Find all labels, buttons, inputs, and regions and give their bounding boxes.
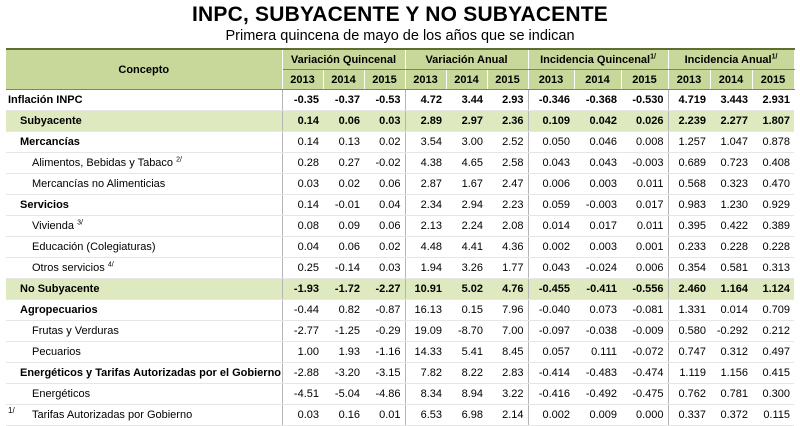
row-value: 0.014 <box>528 216 574 237</box>
row-value: 0.002 <box>528 237 574 258</box>
row-value: 0.422 <box>710 216 752 237</box>
row-value: 2.460 <box>668 279 710 300</box>
row-value: 0.28 <box>282 153 323 174</box>
row-value: 5.02 <box>446 279 487 300</box>
row-value: 2.47 <box>487 174 528 195</box>
row-value: 1.93 <box>323 342 364 363</box>
row-value: 2.94 <box>446 195 487 216</box>
row-value: 0.709 <box>752 300 794 321</box>
row-value: 0.011 <box>621 174 668 195</box>
header-year: 2014 <box>710 70 752 90</box>
header-year: 2013 <box>668 70 710 90</box>
row-value: 0.014 <box>710 300 752 321</box>
row-value: 0.14 <box>282 132 323 153</box>
row-value: -0.14 <box>323 258 364 279</box>
row-value: -0.01 <box>323 195 364 216</box>
header-group-incidencia-quincenal: Incidencia Quincenal$^{1/}$ <box>528 49 668 70</box>
row-value: -1.25 <box>323 321 364 342</box>
row-value: -1.72 <box>323 279 364 300</box>
row-value: 0.06 <box>364 216 405 237</box>
row-value: -0.44 <box>282 300 323 321</box>
table-row <box>6 195 794 216</box>
row-label: Educación (Colegiaturas) <box>6 237 282 258</box>
row-value: 0.16 <box>323 405 364 426</box>
row-value: -0.492 <box>574 384 621 405</box>
row-label: Agropecuarios <box>6 300 282 321</box>
row-value: -2.27 <box>364 279 405 300</box>
row-value: 2.23 <box>487 195 528 216</box>
row-value: 0.228 <box>710 237 752 258</box>
row-label: Mercancías <box>6 132 282 153</box>
row-value: 16.13 <box>405 300 446 321</box>
header-year: 2014 <box>323 70 364 90</box>
row-label: Pecuarios <box>6 342 282 363</box>
row-value: 4.72 <box>405 90 446 111</box>
row-value: -8.70 <box>446 321 487 342</box>
row-value: 1.230 <box>710 195 752 216</box>
table-row <box>6 153 794 174</box>
table-row <box>6 237 794 258</box>
row-value: 4.48 <box>405 237 446 258</box>
row-value: -0.072 <box>621 342 668 363</box>
row-value: -2.88 <box>282 363 323 384</box>
row-value: 0.82 <box>323 300 364 321</box>
row-value: 0.983 <box>668 195 710 216</box>
table-row <box>6 174 794 195</box>
row-value: -0.37 <box>323 90 364 111</box>
row-value: 0.354 <box>668 258 710 279</box>
row-value: 0.497 <box>752 342 794 363</box>
row-value: -3.15 <box>364 363 405 384</box>
table-row <box>6 405 794 426</box>
row-value: 1.331 <box>668 300 710 321</box>
row-value: 3.00 <box>446 132 487 153</box>
row-value: 1.77 <box>487 258 528 279</box>
row-value: 2.83 <box>487 363 528 384</box>
table-row <box>6 279 794 300</box>
row-value: 1.807 <box>752 111 794 132</box>
inflation-table <box>6 48 795 426</box>
row-value: 2.58 <box>487 153 528 174</box>
row-value: 0.043 <box>574 153 621 174</box>
row-value: 0.470 <box>752 174 794 195</box>
row-value: 0.723 <box>710 153 752 174</box>
row-value: 6.53 <box>405 405 446 426</box>
header-year: 2015 <box>487 70 528 90</box>
row-value: 0.408 <box>752 153 794 174</box>
row-label: Inflación INPC <box>6 90 282 111</box>
row-value: -0.414 <box>528 363 574 384</box>
row-value: 2.36 <box>487 111 528 132</box>
row-value: 2.277 <box>710 111 752 132</box>
row-value: 0.043 <box>528 258 574 279</box>
row-value: 0.03 <box>282 405 323 426</box>
row-value: 2.14 <box>487 405 528 426</box>
row-value: 0.929 <box>752 195 794 216</box>
row-value: 1.156 <box>710 363 752 384</box>
page-subtitle: Primera quincena de mayo de los años que se indican <box>225 28 575 44</box>
header-group-variacion-anual: Variación Anual <box>405 49 528 70</box>
row-value: 0.03 <box>282 174 323 195</box>
row-value: -0.003 <box>621 153 668 174</box>
row-value: 0.312 <box>710 342 752 363</box>
row-value: 4.38 <box>405 153 446 174</box>
row-value: 2.931 <box>752 90 794 111</box>
row-value: 0.050 <box>528 132 574 153</box>
row-value: 0.389 <box>752 216 794 237</box>
row-value: 7.00 <box>487 321 528 342</box>
header-year: 2013 <box>528 70 574 90</box>
header-year: 2015 <box>752 70 794 90</box>
row-label: Alimentos, Bebidas y Tabaco $^{2/}$ <box>6 153 282 174</box>
row-value: 2.34 <box>405 195 446 216</box>
row-value: 0.14 <box>282 195 323 216</box>
row-value: 0.581 <box>710 258 752 279</box>
row-value: 0.115 <box>752 405 794 426</box>
row-value: -0.483 <box>574 363 621 384</box>
row-value: -0.416 <box>528 384 574 405</box>
row-value: 0.073 <box>574 300 621 321</box>
row-value: 0.228 <box>752 237 794 258</box>
row-value: 0.300 <box>752 384 794 405</box>
row-value: 4.65 <box>446 153 487 174</box>
row-label: Frutas y Verduras <box>6 321 282 342</box>
row-value: 0.03 <box>364 258 405 279</box>
row-value: -0.02 <box>364 153 405 174</box>
row-value: 1.164 <box>710 279 752 300</box>
row-value: 2.13 <box>405 216 446 237</box>
row-value: 0.878 <box>752 132 794 153</box>
row-value: 4.41 <box>446 237 487 258</box>
row-value: 0.006 <box>621 258 668 279</box>
row-value: 0.06 <box>364 174 405 195</box>
row-value: 0.372 <box>710 405 752 426</box>
row-value: -0.368 <box>574 90 621 111</box>
row-value: 0.06 <box>323 111 364 132</box>
footnote-mark: 1/ <box>8 406 15 415</box>
row-value: 1.67 <box>446 174 487 195</box>
row-value: 0.111 <box>574 342 621 363</box>
row-value: 0.003 <box>574 174 621 195</box>
row-value: 0.568 <box>668 174 710 195</box>
row-value: -1.93 <box>282 279 323 300</box>
row-value: 10.91 <box>405 279 446 300</box>
row-value: 2.89 <box>405 111 446 132</box>
header-year: 2015 <box>364 70 405 90</box>
row-value: 0.27 <box>323 153 364 174</box>
row-value: 4.36 <box>487 237 528 258</box>
table-row <box>6 132 794 153</box>
row-value: -0.87 <box>364 300 405 321</box>
row-value: 0.580 <box>668 321 710 342</box>
row-value: 4.719 <box>668 90 710 111</box>
row-value: 0.109 <box>528 111 574 132</box>
row-value: 0.043 <box>528 153 574 174</box>
row-value: 0.017 <box>574 216 621 237</box>
row-value: 0.04 <box>364 195 405 216</box>
row-value: -5.04 <box>323 384 364 405</box>
row-value: 0.781 <box>710 384 752 405</box>
row-value: 2.93 <box>487 90 528 111</box>
row-label: Tarifas Autorizadas por Gobierno <box>6 405 282 426</box>
table-row <box>6 90 794 111</box>
row-value: 2.87 <box>405 174 446 195</box>
table-row <box>6 258 794 279</box>
row-value: 0.006 <box>528 174 574 195</box>
row-value: -0.081 <box>621 300 668 321</box>
row-value: 8.22 <box>446 363 487 384</box>
header-year: 2013 <box>405 70 446 90</box>
row-value: 0.14 <box>282 111 323 132</box>
row-value: -0.003 <box>574 195 621 216</box>
row-value: 0.747 <box>668 342 710 363</box>
row-value: 8.94 <box>446 384 487 405</box>
row-value: 0.212 <box>752 321 794 342</box>
row-value: 2.97 <box>446 111 487 132</box>
row-value: -0.038 <box>574 321 621 342</box>
row-value: 3.54 <box>405 132 446 153</box>
row-value: -0.35 <box>282 90 323 111</box>
row-value: 3.22 <box>487 384 528 405</box>
row-value: 0.02 <box>323 174 364 195</box>
row-value: -0.097 <box>528 321 574 342</box>
row-value: 8.45 <box>487 342 528 363</box>
row-value: 7.96 <box>487 300 528 321</box>
header-group-incidencia-anual: Incidencia Anual$^{1/}$ <box>668 49 794 70</box>
row-value: 0.059 <box>528 195 574 216</box>
header-year: 2014 <box>574 70 621 90</box>
header-year: 2015 <box>621 70 668 90</box>
row-value: 1.94 <box>405 258 446 279</box>
row-value: -0.530 <box>621 90 668 111</box>
row-value: 1.257 <box>668 132 710 153</box>
row-value: 0.02 <box>364 132 405 153</box>
row-value: -0.475 <box>621 384 668 405</box>
row-value: 0.395 <box>668 216 710 237</box>
row-value: -0.024 <box>574 258 621 279</box>
row-value: 2.08 <box>487 216 528 237</box>
row-value: -0.556 <box>621 279 668 300</box>
row-label: Otros servicios $^{4/}$ <box>6 258 282 279</box>
row-value: 0.057 <box>528 342 574 363</box>
row-value: 0.689 <box>668 153 710 174</box>
row-value: -4.51 <box>282 384 323 405</box>
table-row <box>6 342 794 363</box>
header-group-variacion-quincenal: Variación Quincenal <box>282 49 405 70</box>
row-value: 0.323 <box>710 174 752 195</box>
row-value: 0.762 <box>668 384 710 405</box>
row-value: 0.011 <box>621 216 668 237</box>
row-value: 8.34 <box>405 384 446 405</box>
row-value: 0.03 <box>364 111 405 132</box>
row-value: 0.026 <box>621 111 668 132</box>
row-label: Servicios <box>6 195 282 216</box>
row-value: 0.233 <box>668 237 710 258</box>
table-row <box>6 216 794 237</box>
row-value: 0.017 <box>621 195 668 216</box>
row-value: 0.313 <box>752 258 794 279</box>
row-value: -0.29 <box>364 321 405 342</box>
row-value: 3.44 <box>446 90 487 111</box>
row-value: 5.41 <box>446 342 487 363</box>
row-label: Energéticos <box>6 384 282 405</box>
row-value: 1.047 <box>710 132 752 153</box>
row-value: 0.003 <box>574 237 621 258</box>
row-value: 0.000 <box>621 405 668 426</box>
row-value: -0.455 <box>528 279 574 300</box>
row-label: Mercancías no Alimenticias <box>6 174 282 195</box>
row-value: 0.415 <box>752 363 794 384</box>
row-value: 0.09 <box>323 216 364 237</box>
row-value: 0.337 <box>668 405 710 426</box>
row-value: 0.06 <box>323 237 364 258</box>
row-value: 19.09 <box>405 321 446 342</box>
row-value: 0.13 <box>323 132 364 153</box>
row-label: Subyacente <box>6 111 282 132</box>
header-year: 2013 <box>282 70 323 90</box>
row-value: -0.292 <box>710 321 752 342</box>
row-value: 1.124 <box>752 279 794 300</box>
header-concept: Concepto <box>6 49 282 90</box>
row-value: -4.86 <box>364 384 405 405</box>
row-value: 0.008 <box>621 132 668 153</box>
row-value: 0.01 <box>364 405 405 426</box>
row-value: 0.009 <box>574 405 621 426</box>
row-value: -0.040 <box>528 300 574 321</box>
row-value: 0.042 <box>574 111 621 132</box>
row-value: 0.002 <box>528 405 574 426</box>
row-value: 6.98 <box>446 405 487 426</box>
row-value: -1.16 <box>364 342 405 363</box>
row-value: 0.08 <box>282 216 323 237</box>
row-value: 2.52 <box>487 132 528 153</box>
row-value: 2.239 <box>668 111 710 132</box>
table-row <box>6 111 794 132</box>
row-value: -0.53 <box>364 90 405 111</box>
table-row <box>6 300 794 321</box>
row-value: 1.119 <box>668 363 710 384</box>
row-value: 2.24 <box>446 216 487 237</box>
row-value: -0.346 <box>528 90 574 111</box>
table-row <box>6 321 794 342</box>
row-value: 0.04 <box>282 237 323 258</box>
table-row <box>6 363 794 384</box>
header-year: 2014 <box>446 70 487 90</box>
row-value: -0.009 <box>621 321 668 342</box>
row-value: 0.02 <box>364 237 405 258</box>
row-value: -2.77 <box>282 321 323 342</box>
row-label: No Subyacente <box>6 279 282 300</box>
row-value: -3.20 <box>323 363 364 384</box>
page-title: INPC, SUBYACENTE Y NO SUBYACENTE <box>191 3 608 26</box>
table-row <box>6 384 794 405</box>
row-value: 0.046 <box>574 132 621 153</box>
row-value: 7.82 <box>405 363 446 384</box>
row-value: 14.33 <box>405 342 446 363</box>
row-label: Vivienda $^{3/}$ <box>6 216 282 237</box>
row-value: -0.411 <box>574 279 621 300</box>
row-value: 3.443 <box>710 90 752 111</box>
row-value: 3.26 <box>446 258 487 279</box>
row-value: 0.15 <box>446 300 487 321</box>
row-value: 0.001 <box>621 237 668 258</box>
row-value: -0.474 <box>621 363 668 384</box>
row-value: 4.76 <box>487 279 528 300</box>
row-value: 0.25 <box>282 258 323 279</box>
row-label: Energéticos y Tarifas Autorizadas por el Gobierno <box>6 363 282 384</box>
row-value: 1.00 <box>282 342 323 363</box>
